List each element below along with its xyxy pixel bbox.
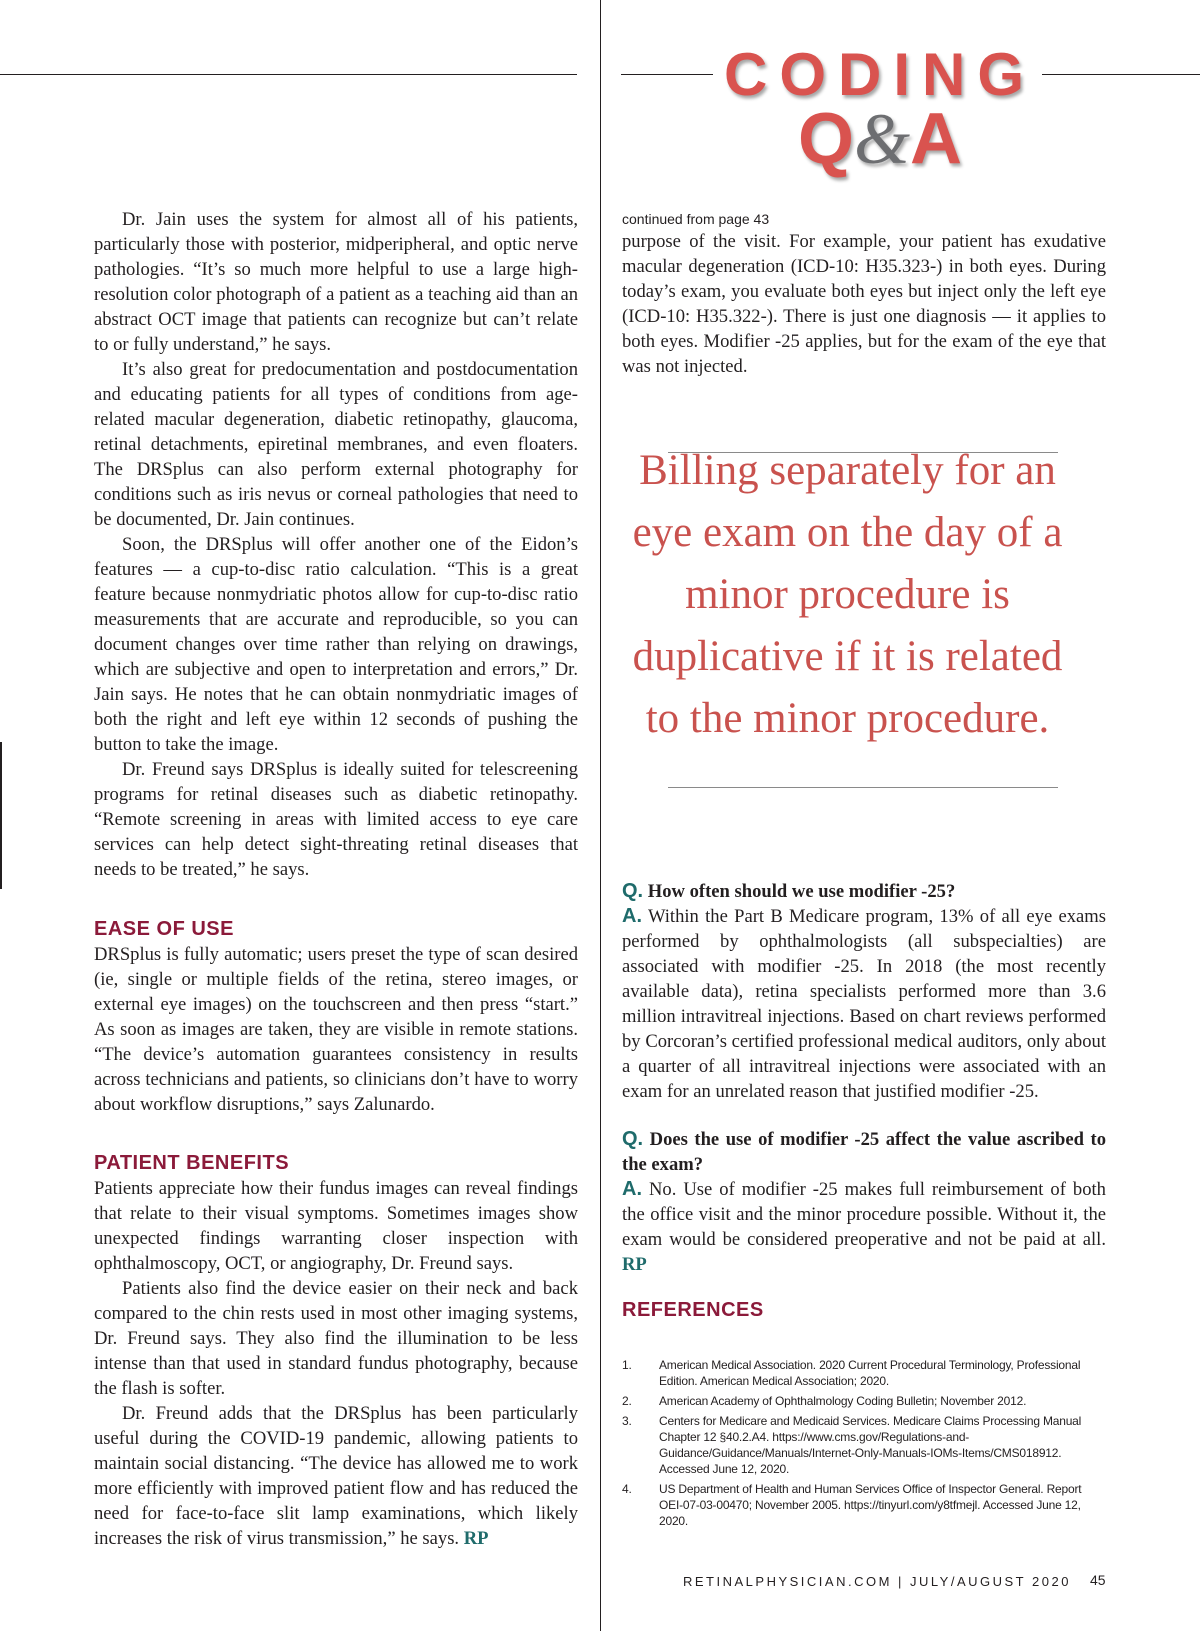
benefits-paragraph bbox=[94, 1401, 578, 1551]
answer-2-text: No. Use of modifier -25 makes full reimbursement of both the office visit and the minor procedure possible. Without it, the exam would be considered preoperative and not be paid at all. bbox=[622, 1179, 1106, 1250]
a-label: A. bbox=[622, 905, 642, 927]
body-paragraph: It’s also great for predocumentation and postdocumentation and educating patients for all types of conditions from age-related macular degeneration, diabetic retinopathy, glaucoma, retinal detachments, epiretinal membranes, and even floaters. The DRSplus can also perform external photography for conditions such as iris nevus or corneal pathologies that need to be documented, Dr. Jain continues. bbox=[94, 359, 578, 530]
reference-number: 2. bbox=[622, 1394, 632, 1408]
reference-item bbox=[622, 1413, 1102, 1477]
footer-publication: RETINALPHYSICIAN.COM | JULY/AUGUST 2020 bbox=[683, 1574, 1071, 1589]
margin-mark bbox=[0, 742, 2, 889]
coding-qa-masthead bbox=[720, 40, 1040, 179]
patient-benefits-heading: PATIENT BENEFITS bbox=[94, 1152, 290, 1174]
q-label: Q. bbox=[622, 880, 644, 902]
reference-item bbox=[622, 1357, 1102, 1389]
masthead-amp: & bbox=[854, 99, 911, 179]
a-label: A. bbox=[622, 1178, 642, 1200]
right-column-continued bbox=[622, 209, 1106, 379]
reference-number: 4. bbox=[622, 1482, 632, 1496]
top-rule-right-a bbox=[621, 74, 713, 75]
reference-text: American Medical Association. 2020 Current Procedural Terminology, Professional Edition. American Medical Association; 2020. bbox=[659, 1358, 1081, 1388]
body-paragraph: Dr. Jain uses the system for almost all of his patients, particularly those with posterior, midperipheral, and optic nerve pathologies. “It’s so much more helpful to use a large high-resolution color photograph of a patient as a teaching aid than an abstract OCT image that patients can recognize but can’t relate to or fully understand,” he says. bbox=[94, 209, 578, 355]
continued-from-label: continued from page 43 bbox=[622, 211, 770, 227]
top-rule-right-b bbox=[1042, 74, 1200, 75]
q-label: Q. bbox=[622, 1128, 644, 1150]
continued-text: purpose of the visit. For example, your patient has exudative macular degeneration (ICD-10: H35.323-) in both eyes. During today’s exam, you evaluate both eyes but inject only the left eye (ICD-10: H35.322-). There is just one diagnosis — it applies to both eyes. Modifier -25 applies, but for the exam of the eye that was not injected. bbox=[622, 231, 1106, 377]
question-1 bbox=[622, 879, 1106, 904]
body-paragraph: Dr. Freund says DRSplus is ideally suited for telescreening programs for retinal diseases such as diabetic retinopathy. “Remote screening in areas with limited access to eye care services can help detect sight-threating retinal diseases that needs to be treated,” he says. bbox=[94, 759, 578, 880]
rp-end-mark: RP bbox=[463, 1528, 489, 1549]
question-1-text: How often should we use modifier -25? bbox=[647, 881, 956, 902]
benefits-paragraph: Patients also find the device easier on their neck and back compared to the chin rests used in most other imaging systems, Dr. Freund says. They also find the illumination to be less intense than that used in standard fundus photography, because the flash is softer. bbox=[94, 1278, 578, 1399]
benefits-paragraph-text: Dr. Freund adds that the DRSplus has been particularly useful during the COVID-19 pandemic, allowing patients to maintain social distancing. “The device has allowed me to work more efficiently with improved patient flow and has reduced the need for face-to-face slit lamp examinations, which likely increases the risk of virus transmission,” he says. bbox=[94, 1403, 578, 1549]
pullquote-rule-bottom bbox=[668, 787, 1058, 788]
body-paragraph: Soon, the DRSplus will offer another one of the Eidon’s features — a cup-to-disc ratio calculation. “This is a great feature because nonmydriatic photos allow for cup-to-disc ratio measurements that are accurate and reproducible, so you can document changes over time rather than relying on drawings, which are subjective and open to interpretation and errors,” Dr. Jain says. He notes that he can obtain nonmydriatic images of both the right and left eye within 12 seconds of pushing the button to take the image. bbox=[94, 534, 578, 755]
left-column bbox=[94, 207, 578, 1551]
rp-end-mark: RP bbox=[622, 1254, 647, 1275]
top-rule-left bbox=[0, 74, 577, 75]
masthead-qa bbox=[720, 99, 1040, 179]
qa-section bbox=[622, 879, 1106, 1323]
reference-text: US Department of Health and Human Services Office of Inspector General. Report OEI-07-03-00470; November 2005. https://tinyurl.com/y8tfmejl. Accessed June 12, 2020. bbox=[659, 1482, 1082, 1528]
question-2 bbox=[622, 1127, 1106, 1177]
reference-item bbox=[622, 1481, 1102, 1529]
column-divider bbox=[600, 0, 601, 1631]
reference-text: Centers for Medicare and Medicaid Services. Medicare Claims Processing Manual Chapter 12 §40.2.A4. https://www.cms.gov/Regulations-and-Guidance/Guidance/Manuals/Internet-Only-Manuals-IOMs-Items/CMS018912. Accessed June 12, 2020. bbox=[659, 1414, 1082, 1476]
page-number: 45 bbox=[1090, 1572, 1106, 1588]
answer-2 bbox=[622, 1177, 1106, 1277]
masthead-q: Q bbox=[797, 99, 854, 179]
answer-1-text: Within the Part B Medicare program, 13% of all eye exams performed by ophthalmologists (all subspecialties) are associated with modifier -25. In 2018 (the most recently available data), retina specialists performed more than 3.6 million intravitreal injections. Based on chart reviews performed by Corcoran’s certified professional medical auditors, only about a quarter of all intravitreal injections were associated with an exam for an unrelated reason that justified modifier -25. bbox=[622, 906, 1107, 1102]
reference-number: 3. bbox=[622, 1414, 632, 1428]
reference-item bbox=[622, 1393, 1102, 1409]
reference-number: 1. bbox=[622, 1358, 632, 1372]
ease-of-use-heading: EASE OF USE bbox=[94, 918, 234, 940]
references-list bbox=[622, 1357, 1102, 1533]
references-heading: REFERENCES bbox=[622, 1299, 764, 1321]
reference-text: American Academy of Ophthalmology Coding Bulletin; November 2012. bbox=[659, 1394, 1027, 1408]
pull-quote: Billing separately for an eye exam on the day of a minor procedure is duplicative if it is related to the minor procedure. bbox=[632, 447, 1063, 742]
answer-1 bbox=[622, 904, 1106, 1104]
benefits-paragraph: Patients appreciate how their fundus images can reveal findings that relate to their visual symptoms. Sometimes images show unexpected findings warranting closer inspection with ophthalmoscopy, OCT, or angiography, Dr. Freund says. bbox=[94, 1178, 578, 1274]
masthead-a: A bbox=[910, 99, 963, 179]
question-2-text: Does the use of modifier -25 affect the value ascribed to the exam? bbox=[622, 1129, 1106, 1175]
ease-of-use-text: DRSplus is fully automatic; users preset the type of scan desired (ie, single or multiple fields of the retina, stereo images, or external eye images) on the touchscreen and then press “start.” As soon as images are taken, they are visible in remote stations. “The device’s automation guarantees consistency in results across technicians and patients, so clinicians don’t have to worry about workflow disruptions,” says Zalunardo. bbox=[94, 944, 578, 1115]
masthead-coding: CODING bbox=[724, 41, 1036, 108]
